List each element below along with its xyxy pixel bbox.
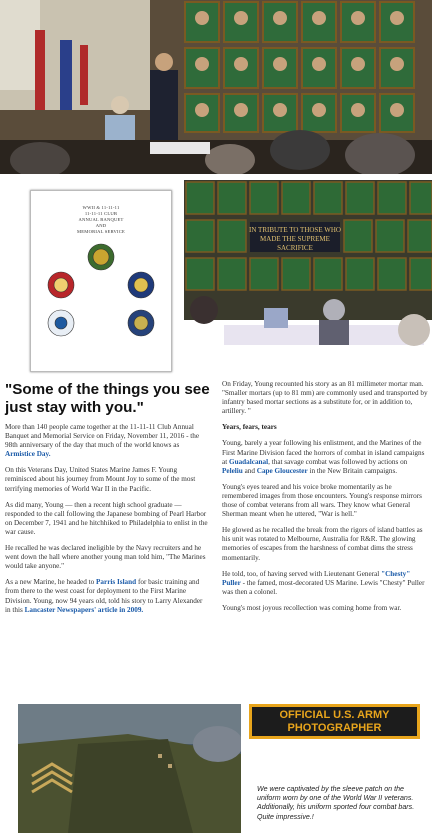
section-subheading: Years, fears, tears	[222, 423, 277, 432]
article-paragraph: Young, barely a year following his enlistment, and the Marines of the First Marine Division faced the horrors of combat in island campaigns at Guadalcanal, that savage combat was followed by actions on Peleliu and Cape Gloucester in the New Britain campaigns.	[222, 439, 425, 475]
peleliu-link[interactable]: Peleliu	[222, 466, 243, 475]
guadalcanal-link[interactable]: Guadalcanal	[228, 457, 269, 466]
chesty-puller-link[interactable]: "Chesty" Puller	[222, 569, 411, 587]
uniform-sleeve-photo	[18, 704, 241, 833]
article-paragraph: Young's eyes teared and his voice broke momentarily as he remembered images from those encounters. Young's response mirrors those of combat veterans from all wars. They know what General Sherman meant when he uttered, "War is hell."	[222, 482, 422, 519]
program-cover	[30, 190, 172, 372]
lancaster-newspapers-link[interactable]: Lancaster Newspapers' article in 2009.	[24, 605, 144, 614]
article-paragraph: More than 140 people came together at the 11-11-11 Club Annual Banquet and Memorial Service on Friday, November 11, 2016 - the 98th anniversary of the day that much of the world knows as Armistice Day.	[5, 423, 200, 459]
service-seals-icon	[31, 191, 171, 371]
article-paragraph: He recalled he was declared ineligible by the Navy recruiters and he went down the hall where another young man told him, "The Marines would take anyone."	[5, 544, 206, 571]
article-paragraph: He glowed as he recalled the break from the rigors of island battles as his unit was rotated to Melbourne, Australia for R&R. The glowing memories of escapes from the harshness of combat dims the stress momentarily.	[222, 526, 423, 562]
photo-caption: We were captivated by the sleeve patch on the uniform worn by one of the World War II veterans. Additionally, his uniform sported four combat bars. Quite impressive.!	[257, 785, 415, 821]
article-paragraph: He told, too, of having served with Lieutenant General "Chesty" Puller - the famed, most-decorated US Marine. Lewis "Chesty" Puller was then a colonel.	[222, 569, 425, 596]
armistice-day-link[interactable]: Armistice Day.	[5, 450, 51, 459]
cape-gloucester-link[interactable]: Cape Gloucester	[256, 466, 308, 475]
article-paragraph: As did many, Young — then a recent high school graduate — responded to the call following the Japanese bombing of Pearl Harbor on December 7, 1941 and he hitchhiked to Philadelphia to enlist in the war cause.	[5, 500, 208, 536]
article-paragraph: On Friday, Young recounted his story as an 81 millimeter mortar man. "Smaller mortars (up to 81 mm) are commonly used and transported by infantry based mortar sections as a substitute for, or in addition to, artillery. "	[222, 380, 428, 416]
article-paragraph: Young's most joyous recollection was coming home from war.	[222, 603, 402, 612]
article-right-column	[222, 380, 429, 620]
patch-line-1: OFFICIAL U.S. ARMY	[279, 709, 390, 721]
svg-text:IN TRIBUTE TO THOSE WHO: IN TRIBUTE TO THOSE WHO	[249, 226, 341, 234]
pull-quote-heading: "Some of the things you see just stay with you."	[5, 381, 210, 416]
parris-island-link[interactable]: Parris Island	[96, 578, 137, 587]
program-title-line: 11-11-11 CLUB	[84, 211, 118, 216]
article-paragraph: On this Veterans Day, United States Marine James F. Young reminisced about his journey from Mount Joy to some of the most terrifying memories of World War II in the Pacific.	[5, 466, 196, 493]
program-title-line: AND	[95, 223, 107, 228]
army-photographer-patch	[249, 704, 420, 739]
article-paragraph: As a new Marine, he headed to Parris Island for basic training and from there to the west coast for deployment to the First Marine Division. Young, now 94 years old, told his story to Larry Alexander in this Lancaster Newspapers' article in 2009.	[5, 578, 203, 614]
program-title-line: MEMORIAL SERVICE	[77, 229, 125, 234]
program-title-line: WWII & 11-11-11	[82, 205, 120, 210]
article-left-column	[5, 423, 209, 622]
memorial-service-photo	[184, 180, 432, 370]
patch-line-2: PHOTOGRAPHER	[287, 722, 382, 734]
program-title-line: ANNUAL BANQUET	[78, 217, 124, 222]
svg-text:SACRIFICE: SACRIFICE	[277, 244, 313, 252]
banquet-hall-photo	[0, 0, 432, 174]
svg-text:MADE THE SUPREME: MADE THE SUPREME	[260, 235, 330, 243]
